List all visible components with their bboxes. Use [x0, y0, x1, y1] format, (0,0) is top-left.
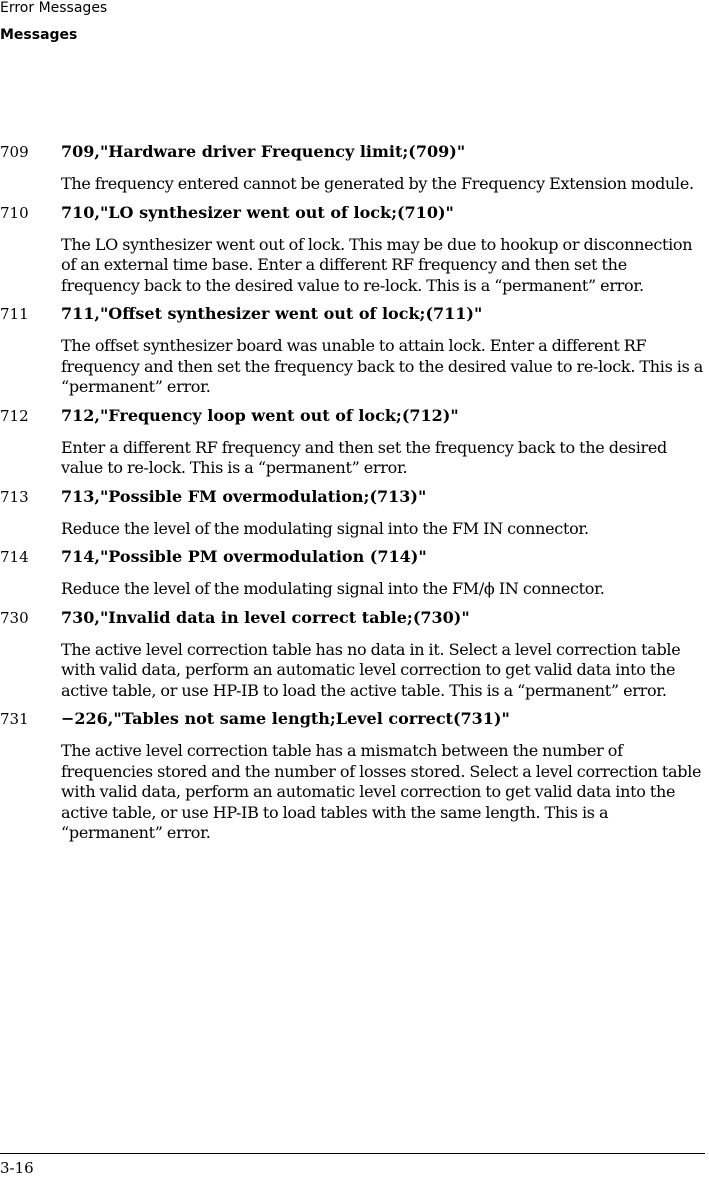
error-description: The LO synthesizer went out of lock. This may be due to hookup or disconnection of an external time base. Enter a different RF frequency and then set the frequency back to the desired value to re-lock. This is a “permanent” error.: [61, 234, 693, 295]
error-message-title: 711,"Offset synthesizer went out of lock;(711)": [61, 304, 483, 323]
error-description: The active level correction table has no data in it. Select a level correction table with valid data, perform an automatic level correction to get valid data into the active table, or use HP-IB to load the active table. This is a “permanent” error.: [61, 639, 681, 700]
error-description: The active level correction table has a mismatch between the number of frequencies stored and the number of losses stored. Select a level correction table with valid data, perform an automatic level correction to get valid data into the active table, or use HP-IB to load tables with the same length. This is a “permanent” error.: [61, 741, 702, 842]
page-number: 3-16: [0, 1159, 34, 1177]
error-entry-711: [0, 302, 709, 398]
error-description: The offset synthesizer board was unable to attain lock. Enter a different RF frequency and then set the frequency back to the desired value to re-lock. This is a “permanent” error.: [61, 336, 704, 396]
error-message-title: 713,"Possible FM overmodulation;(713)": [61, 486, 427, 506]
error-message-title: 709,"Hardware driver Frequency limit;(709)": [61, 142, 466, 161]
error-description: The frequency entered cannot be generated by the Frequency Extension module.: [61, 174, 694, 193]
error-description: Reduce the level of the modulating signal into the FM/ϕ IN connector.: [61, 579, 605, 598]
error-code: 731: [0, 710, 29, 728]
error-code: 730: [0, 608, 29, 627]
error-entry-730: [0, 606, 709, 702]
error-code: 712: [0, 406, 29, 425]
error-entry-709: [0, 140, 709, 195]
error-message-title: 730,"Invalid data in level correct table;(730)": [61, 607, 470, 627]
error-description: Enter a different RF frequency and then set the frequency back to the desired value to re-lock. This is a “permanent” error.: [61, 437, 667, 477]
error-code: 709: [0, 143, 29, 161]
error-description: Reduce the level of the modulating signal into the FM IN connector.: [61, 518, 589, 538]
running-header: Error Messages: [0, 0, 108, 16]
error-message-title: 710,"LO synthesizer went out of lock;(710)": [61, 202, 454, 222]
error-entry-712: [0, 404, 709, 479]
error-message-list: [0, 140, 709, 844]
error-code: 714: [0, 548, 29, 566]
error-message-title: 712,"Frequency loop went out of lock;(712)": [61, 405, 459, 425]
error-message-title: 714,"Possible PM overmodulation (714)": [61, 547, 427, 566]
error-code: 711: [0, 305, 29, 323]
error-entry-710: [0, 201, 709, 297]
error-code: 713: [0, 487, 29, 506]
error-entry-714: [0, 545, 709, 600]
section-title: Messages: [0, 27, 78, 43]
error-entry-731: [0, 707, 709, 844]
error-entry-713: [0, 485, 709, 540]
error-message-title: −226,"Tables not same length;Level correct(731)": [61, 709, 510, 728]
footer-divider: [0, 1153, 705, 1154]
error-code: 710: [0, 203, 29, 222]
